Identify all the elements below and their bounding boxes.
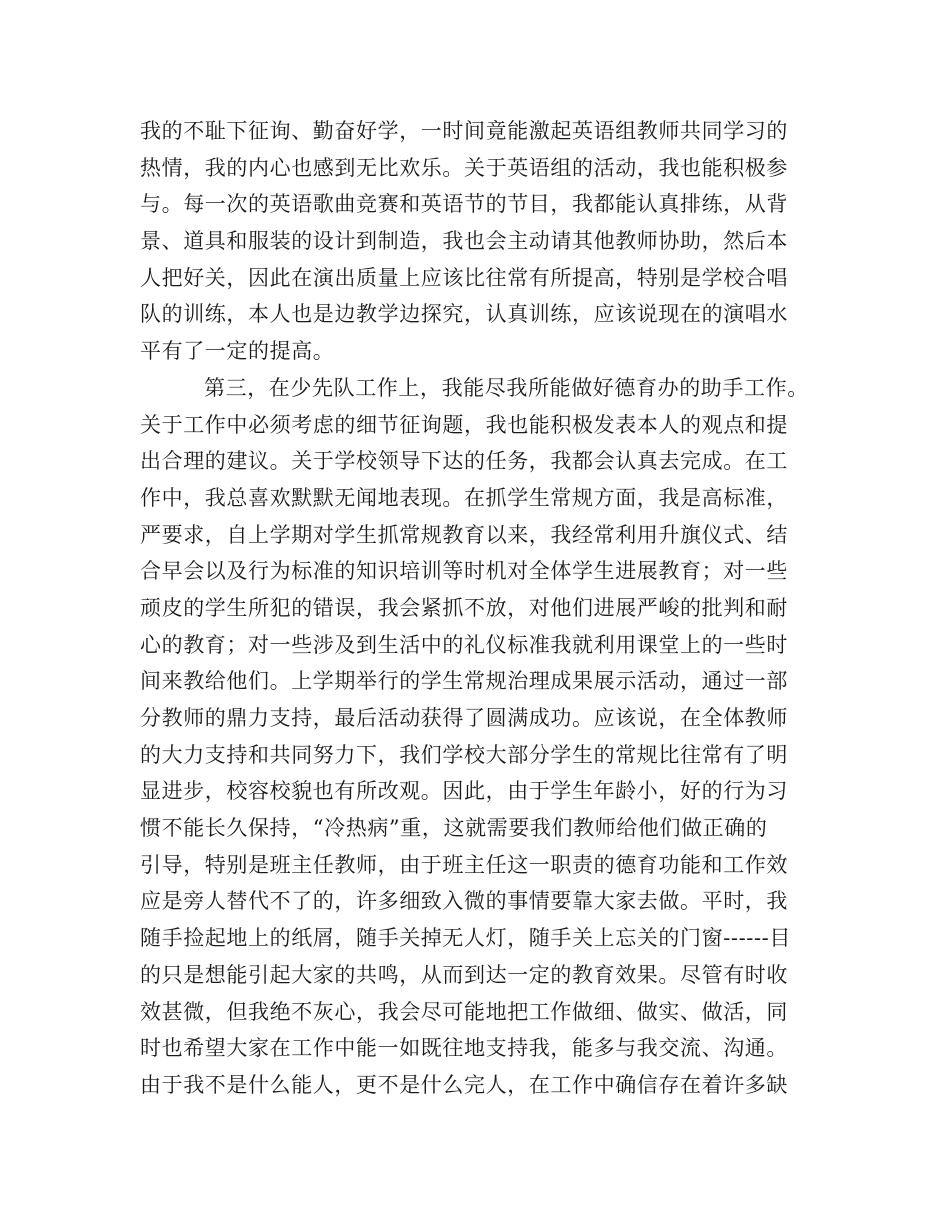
- text-line: 平有了一定的提高。: [140, 339, 335, 364]
- text-line: 热情，我的内心也感到无比欢乐。关于英语组的活动，我也能积极参: [140, 155, 788, 180]
- text-line: 人把好关，因此在演出质量上应该比往常有所提高，特别是学校合唱: [140, 265, 788, 290]
- text-line: 效甚微，但我绝不灰心，我会尽可能地把工作做细、做实、做活，同: [140, 999, 788, 1024]
- text-line: 顽皮的学生所犯的错误，我会紧抓不放，对他们进展严峻的批判和耐: [140, 595, 788, 620]
- text-line: 景、道具和服装的设计到制造，我也会主动请其他教师协助，然后本: [140, 229, 788, 254]
- text-line: 合早会以及行为标准的知识培训等时机对全体学生进展教育；对一些: [140, 559, 788, 584]
- text-line: 的只是想能引起大家的共鸣，从而到达一定的教育效果。尽管有时收: [140, 962, 788, 987]
- text-line: 应是旁人替代不了的，许多细致入微的事情要靠大家去做。平时，我: [140, 889, 788, 914]
- text-line: 时也希望大家在工作中能一如既往地支持我，能多与我交流、沟通。: [140, 1036, 788, 1061]
- text-line: 由于我不是什么能人，更不是什么完人，在工作中确信存在着许多缺: [140, 1072, 788, 1097]
- text-line: 分教师的鼎力支持，最后活动获得了圆满成功。应该说，在全体教师: [140, 706, 788, 730]
- text-line: 引导，特别是班主任教师，由于班主任这一职责的德育功能和工作效: [140, 852, 788, 877]
- text-line: 心的教育；对一些涉及到生活中的礼仪标准我就利用课堂上的一些时: [140, 632, 788, 657]
- text-line: 严要求，自上学期对学生抓常规教育以来，我经常利用升旗仪式、结: [140, 522, 788, 547]
- text-line: 队的训练，本人也是边教学边探究，认真训练，应该说现在的演唱水: [140, 302, 788, 327]
- text-line: 我的不耻下征询、勤奋好学，一时间竟能激起英语组教师共同学习的: [140, 119, 788, 143]
- body-text: [140, 113, 820, 1104]
- text-line: 惯不能长久保持，“冷热病”重，这就需要我们教师给他们做正确的: [140, 816, 768, 841]
- text-line: 显进步，校容校貌也有所改观。因此，由于学生年龄小，好的行为习: [140, 779, 788, 804]
- text-line: 间来教给他们。上学期举行的学生常规治理成果展示活动，通过一部: [140, 669, 788, 694]
- text-line: 的大力支持和共同努力下，我们学校大部分学生的常规比往常有了明: [140, 742, 788, 767]
- text-line: 作中，我总喜欢默默无闻地表现。在抓学生常规方面，我是高标准，: [140, 485, 788, 510]
- text-line: 与。每一次的英语歌曲竞赛和英语节的节目，我都能认真排练，从背: [140, 192, 788, 217]
- text-line: 关于工作中必须考虑的细节征询题，我也能积极发表本人的观点和提: [140, 412, 788, 437]
- paragraph-start-line: 第三，在少先队工作上，我能尽我所能做好德育办的助手工作。: [204, 375, 809, 400]
- text-line: 出合理的建议。关于学校领导下达的任务，我都会认真去完成。在工: [140, 449, 788, 474]
- text-line: 随手捡起地上的纸屑，随手关掉无人灯，随手关上忘关的门窗------目: [140, 926, 791, 951]
